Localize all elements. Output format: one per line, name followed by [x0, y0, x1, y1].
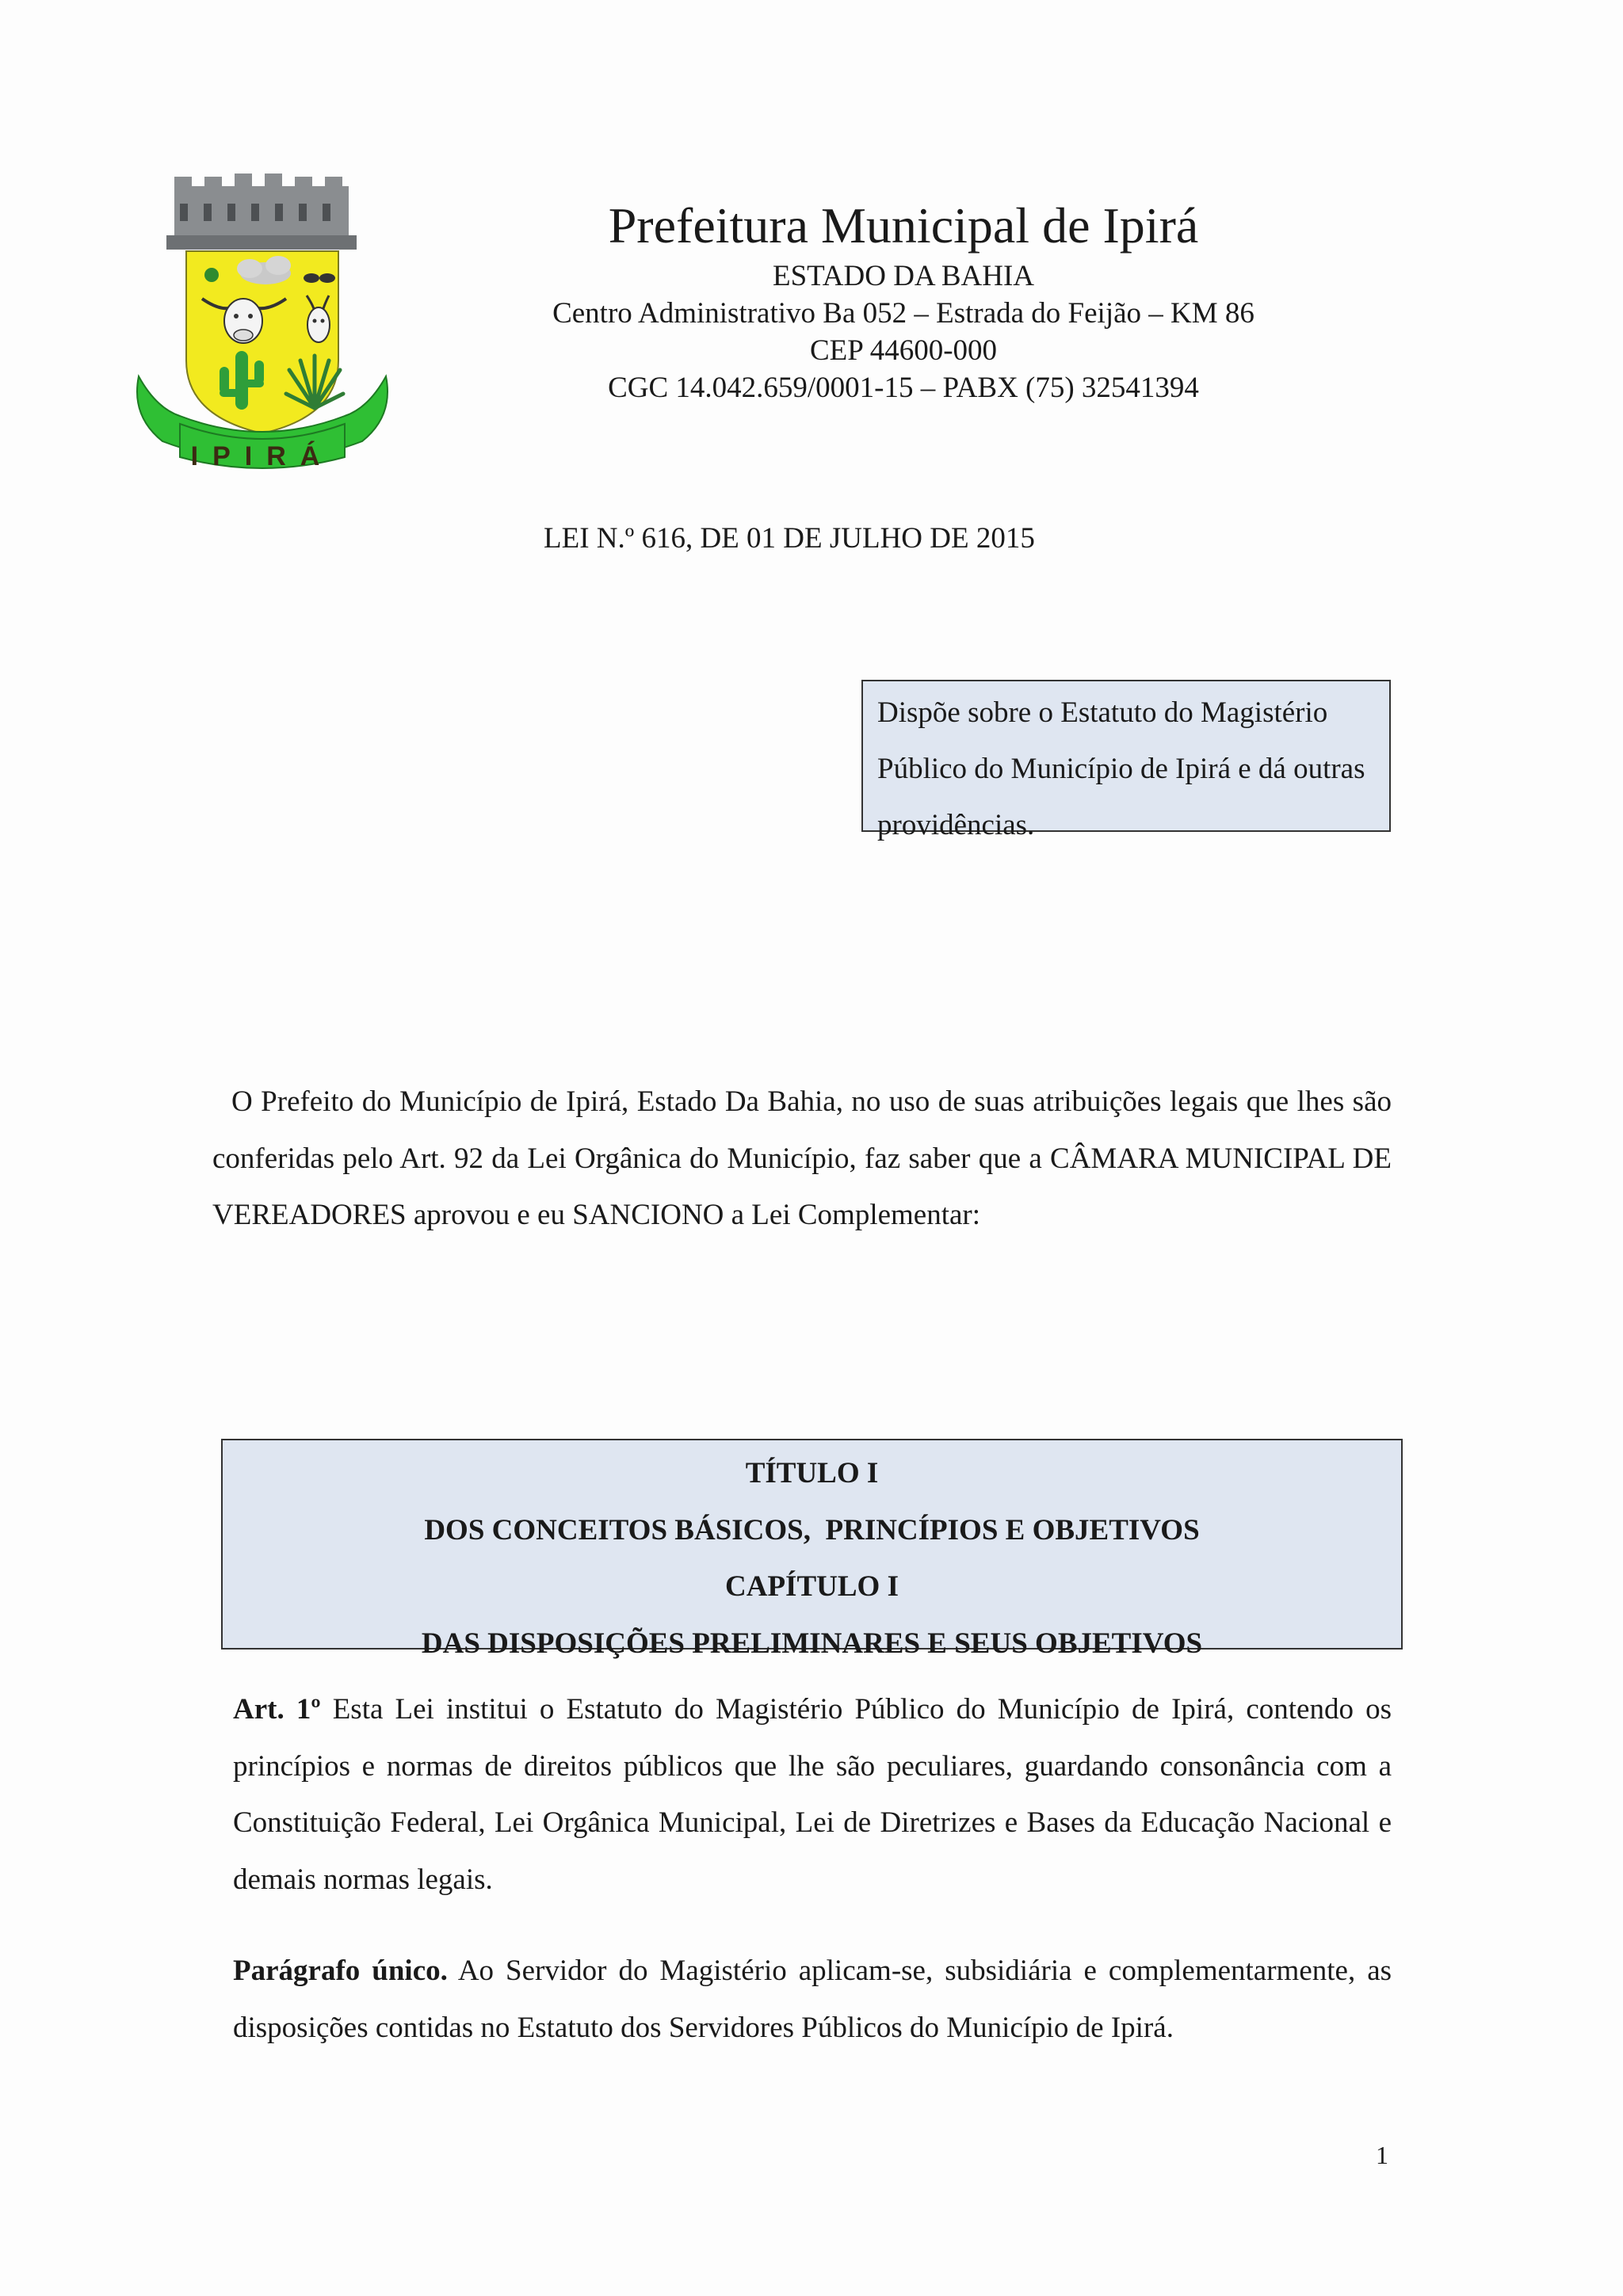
ipira-coat-of-arms-logo: [131, 162, 392, 475]
article-1: [233, 1681, 1392, 1908]
article-1-text: Esta Lei institui o Estatuto do Magistério Público do Município de Ipirá, contendo os princípios e normas de direitos públicos que lhe são peculiares, guardando consonância com a Constituição Federal, Lei Orgânica Municipal, Lei de Diretrizes e Bases da Educação Nacional e demais normas legais.: [233, 1693, 1392, 1896]
address-line: Centro Administrativo Ba 052 – Estrada do Feijão – KM 86: [552, 297, 1254, 330]
preamble-paragraph: O Prefeito do Município de Ipirá, Estado Da Bahia, no uso de suas atribuições legais que lhes são conferidas pelo Art. 92 da Lei Orgânica do Município, faz saber que a CÂMARA MUNICIPAL DE VEREADORES aprovou e eu SANCIONO a Lei Complementar:: [212, 1085, 1392, 1231]
capitulo-name: DAS DISPOSIÇÕES PRELIMINARES E SEUS OBJETIVOS: [421, 1627, 1203, 1660]
article-1-label: Art. 1º: [233, 1693, 321, 1726]
banner-text: IPIRÁ: [190, 441, 334, 471]
municipality-title: Prefeitura Municipal de Ipirá: [608, 197, 1199, 254]
paragrafo-unico-text: Ao Servidor do Magistério aplicam-se, subsidiária e complementarmente, as disposições contidas no Estatuto dos Servidores Públicos do Município de Ipirá.: [233, 1955, 1392, 2044]
letterhead: [444, 194, 1363, 406]
cgc-phone-line: CGC 14.042.659/0001-15 – PABX (75) 32541394: [608, 372, 1199, 404]
page-number: 1: [1376, 2141, 1388, 2169]
paragrafo-unico: [233, 1943, 1392, 2056]
law-number: LEI N.º 616, DE 01 DE JULHO DE 2015: [544, 522, 1035, 555]
title-chapter-box: [221, 1439, 1403, 1660]
state-line: ESTADO DA BAHIA: [772, 260, 1035, 292]
ementa-text: Dispõe sobre o Estatuto do Magistério Público do Município de Ipirá e dá outras providências.: [877, 696, 1365, 841]
paragrafo-unico-label: Parágrafo único.: [233, 1955, 448, 1987]
ementa-box: [861, 680, 1391, 841]
cep-line: CEP 44600-000: [809, 334, 998, 367]
capitulo-heading: CAPÍTULO I: [725, 1570, 899, 1603]
titulo-name: DOS CONCEITOS BÁSICOS, PRINCÍPIOS E OBJETIVOS: [424, 1513, 1200, 1547]
crown-icon: [166, 174, 357, 250]
titulo-heading: TÍTULO I: [745, 1457, 879, 1489]
